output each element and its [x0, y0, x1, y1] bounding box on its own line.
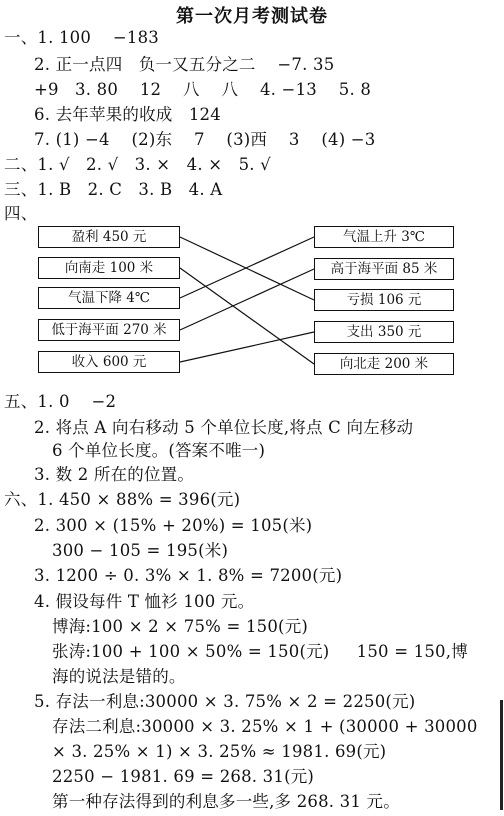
section6-line5: 4. 假设每件 T 恤衫 100 元。	[34, 592, 255, 611]
page-title: 第一次月考测试卷	[176, 6, 328, 27]
left-box-label: 盈利 450 元	[71, 229, 147, 245]
left-box-label: 收入 600 元	[71, 354, 147, 370]
left-box-2	[38, 287, 180, 309]
match-line-4	[180, 332, 314, 362]
section1-line5: 7. (1) −4 (2)东 7 (3)西 3 (4) −3	[34, 130, 376, 149]
section1-line2: 2. 正一点四 负一又五分之二 −7. 35	[34, 55, 335, 74]
left-box-label: 气温下降 4℃	[68, 290, 150, 306]
section6-line2: 2. 300 × (15% + 20%) = 105(米)	[34, 516, 313, 535]
left-box-4	[38, 351, 180, 373]
right-box-label: 气温上升 3℃	[343, 229, 425, 245]
section6-line4: 3. 1200 ÷ 0. 3% × 1. 8% = 7200(元)	[34, 566, 343, 585]
left-box-label: 低于海平面 270 米	[51, 322, 167, 338]
match-line-0	[180, 237, 314, 300]
section6-line6: 博海:100 × 2 × 75% = 150(元)	[52, 617, 309, 636]
right-box-label: 向北走 200 米	[339, 356, 429, 372]
section3-line1: 三、1. B 2. C 3. B 4. A	[4, 180, 223, 199]
section6-line9: 5. 存法一利息:30000 × 3. 75% × 2 = 2250(元)	[34, 692, 416, 711]
match-line-3	[180, 269, 314, 330]
right-box-4	[314, 353, 454, 375]
section6-line1: 六、1. 450 × 88% = 396(元)	[4, 490, 241, 509]
section6-line8: 海的说法是错的。	[52, 667, 186, 686]
section6-line3: 300 − 105 = 195(米)	[52, 541, 229, 560]
section1-line4: 6. 去年苹果的收成 124	[34, 105, 221, 124]
section5-line4: 3. 数 2 所在的位置。	[34, 465, 195, 484]
right-box-label: 亏损 106 元	[346, 292, 422, 308]
section6-line13: 第一种存法得到的利息多一些,多 268. 31 元。	[52, 792, 400, 811]
right-box-3	[314, 321, 454, 343]
section1-line3: +9 3. 80 12 八 八 4. −13 5. 8	[34, 80, 372, 99]
page-edge-mark	[500, 700, 503, 810]
left-box-label: 向南走 100 米	[64, 260, 154, 276]
section6-line10: 存法二利息:30000 × 3. 25% × 1 + (30000 + 30000	[52, 717, 478, 736]
section6-line12: 2250 − 1981. 69 = 268. 31(元)	[52, 767, 315, 786]
right-box-0	[314, 226, 454, 248]
section1-line1: 一、1. 100 −183	[4, 28, 159, 47]
section5-line3: 6 个单位长度。(答案不唯一)	[52, 441, 266, 460]
section2-line1: 二、1. √ 2. √ 3. × 4. × 5. √	[4, 155, 271, 174]
section5-line1: 五、1. 0 −2	[4, 392, 117, 411]
left-box-1	[38, 257, 180, 279]
match-line-1	[180, 268, 314, 364]
match-line-2	[180, 237, 314, 298]
left-box-3	[38, 319, 180, 341]
section5-line2: 2. 将点 A 向右移动 5 个单位长度,将点 C 向左移动	[34, 418, 414, 437]
left-box-0	[38, 226, 180, 248]
section6-line7: 张涛:100 + 100 × 50% = 150(元) 150 = 150,博	[52, 642, 468, 661]
section6-line11: × 3. 25% × 1) × 3. 25% ≈ 1981. 69(元)	[52, 742, 387, 761]
right-box-2	[314, 289, 454, 311]
section4-header: 四、	[4, 204, 38, 223]
right-box-label: 高于海平面 85 米	[330, 261, 438, 277]
right-box-1	[314, 258, 454, 280]
right-box-label: 支出 350 元	[346, 324, 422, 340]
